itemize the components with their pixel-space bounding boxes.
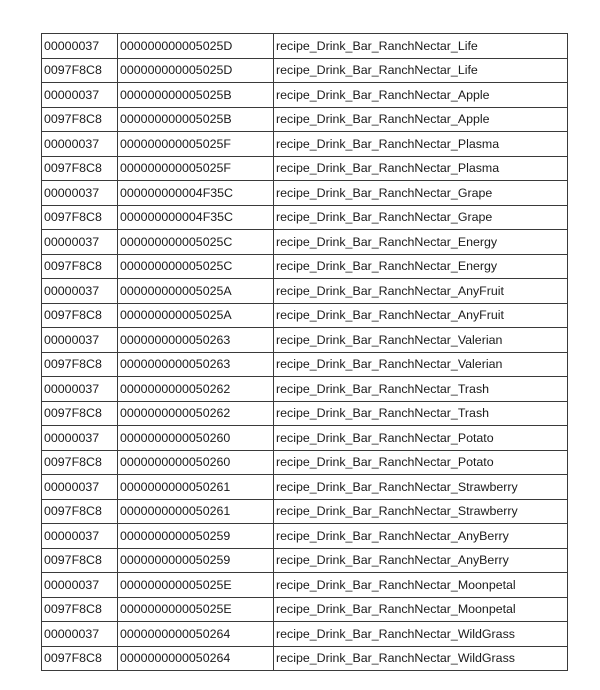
table-row: [42, 34, 568, 59]
editor-id-cell[interactable]: recipe_Drink_Bar_RanchNectar_AnyFruit: [274, 279, 568, 304]
editor-id-cell[interactable]: recipe_Drink_Bar_RanchNectar_Moonpetal: [274, 573, 568, 598]
form-id-cell[interactable]: 0000000000050260: [118, 450, 274, 475]
editor-id-cell[interactable]: recipe_Drink_Bar_RanchNectar_Life: [274, 34, 568, 59]
recipe-table-body: [42, 34, 568, 671]
table-row: [42, 181, 568, 206]
form-id-cell[interactable]: 0000000000050263: [118, 328, 274, 353]
plugin-id-cell[interactable]: 0097F8C8: [42, 352, 118, 377]
plugin-id-cell[interactable]: 0097F8C8: [42, 107, 118, 132]
table-row: [42, 254, 568, 279]
table-row: [42, 548, 568, 573]
form-id-cell[interactable]: 0000000000050260: [118, 426, 274, 451]
table-row: [42, 279, 568, 304]
editor-id-cell[interactable]: recipe_Drink_Bar_RanchNectar_Grape: [274, 205, 568, 230]
form-id-cell[interactable]: 000000000005025E: [118, 597, 274, 622]
form-id-cell[interactable]: 0000000000050261: [118, 475, 274, 500]
editor-id-cell[interactable]: recipe_Drink_Bar_RanchNectar_AnyBerry: [274, 524, 568, 549]
table-row: [42, 499, 568, 524]
editor-id-cell[interactable]: recipe_Drink_Bar_RanchNectar_Trash: [274, 377, 568, 402]
editor-id-cell[interactable]: recipe_Drink_Bar_RanchNectar_AnyFruit: [274, 303, 568, 328]
editor-id-cell[interactable]: recipe_Drink_Bar_RanchNectar_AnyBerry: [274, 548, 568, 573]
editor-id-cell[interactable]: recipe_Drink_Bar_RanchNectar_Valerian: [274, 352, 568, 377]
editor-id-cell[interactable]: recipe_Drink_Bar_RanchNectar_Trash: [274, 401, 568, 426]
form-id-cell[interactable]: 000000000005025B: [118, 107, 274, 132]
form-id-cell[interactable]: 000000000004F35C: [118, 205, 274, 230]
table-row: [42, 450, 568, 475]
table-row: [42, 83, 568, 108]
plugin-id-cell[interactable]: 0097F8C8: [42, 597, 118, 622]
editor-id-cell[interactable]: recipe_Drink_Bar_RanchNectar_Strawberry: [274, 499, 568, 524]
recipe-table: [41, 33, 568, 671]
table-row: [42, 205, 568, 230]
plugin-id-cell[interactable]: 00000037: [42, 426, 118, 451]
plugin-id-cell[interactable]: 00000037: [42, 83, 118, 108]
editor-id-cell[interactable]: recipe_Drink_Bar_RanchNectar_Potato: [274, 450, 568, 475]
form-id-cell[interactable]: 000000000005025E: [118, 573, 274, 598]
table-row: [42, 475, 568, 500]
form-id-cell[interactable]: 000000000005025B: [118, 83, 274, 108]
plugin-id-cell[interactable]: 00000037: [42, 573, 118, 598]
form-id-cell[interactable]: 000000000005025D: [118, 58, 274, 83]
form-id-cell[interactable]: 0000000000050259: [118, 524, 274, 549]
plugin-id-cell[interactable]: 0097F8C8: [42, 499, 118, 524]
form-id-cell[interactable]: 000000000005025F: [118, 156, 274, 181]
table-row: [42, 524, 568, 549]
plugin-id-cell[interactable]: 0097F8C8: [42, 156, 118, 181]
table-row: [42, 646, 568, 671]
editor-id-cell[interactable]: recipe_Drink_Bar_RanchNectar_Moonpetal: [274, 597, 568, 622]
editor-id-cell[interactable]: recipe_Drink_Bar_RanchNectar_Strawberry: [274, 475, 568, 500]
form-id-cell[interactable]: 000000000005025F: [118, 132, 274, 157]
table-row: [42, 132, 568, 157]
form-id-cell[interactable]: 0000000000050263: [118, 352, 274, 377]
table-row: [42, 352, 568, 377]
plugin-id-cell[interactable]: 00000037: [42, 34, 118, 59]
table-row: [42, 377, 568, 402]
table-row: [42, 622, 568, 647]
editor-id-cell[interactable]: recipe_Drink_Bar_RanchNectar_Apple: [274, 83, 568, 108]
editor-id-cell[interactable]: recipe_Drink_Bar_RanchNectar_Plasma: [274, 156, 568, 181]
plugin-id-cell[interactable]: 0097F8C8: [42, 450, 118, 475]
plugin-id-cell[interactable]: 00000037: [42, 524, 118, 549]
plugin-id-cell[interactable]: 00000037: [42, 230, 118, 255]
table-row: [42, 597, 568, 622]
plugin-id-cell[interactable]: 00000037: [42, 377, 118, 402]
plugin-id-cell[interactable]: 0097F8C8: [42, 646, 118, 671]
table-row: [42, 230, 568, 255]
form-id-cell[interactable]: 000000000005025A: [118, 279, 274, 304]
plugin-id-cell[interactable]: 0097F8C8: [42, 254, 118, 279]
form-id-cell[interactable]: 0000000000050262: [118, 377, 274, 402]
editor-id-cell[interactable]: recipe_Drink_Bar_RanchNectar_Energy: [274, 254, 568, 279]
form-id-cell[interactable]: 000000000005025D: [118, 34, 274, 59]
form-id-cell[interactable]: 0000000000050264: [118, 646, 274, 671]
plugin-id-cell[interactable]: 00000037: [42, 622, 118, 647]
editor-id-cell[interactable]: recipe_Drink_Bar_RanchNectar_Life: [274, 58, 568, 83]
form-id-cell[interactable]: 000000000005025A: [118, 303, 274, 328]
form-id-cell[interactable]: 0000000000050264: [118, 622, 274, 647]
table-row: [42, 426, 568, 451]
table-row: [42, 573, 568, 598]
editor-id-cell[interactable]: recipe_Drink_Bar_RanchNectar_WildGrass: [274, 646, 568, 671]
table-row: [42, 303, 568, 328]
editor-id-cell[interactable]: recipe_Drink_Bar_RanchNectar_Plasma: [274, 132, 568, 157]
table-row: [42, 107, 568, 132]
editor-id-cell[interactable]: recipe_Drink_Bar_RanchNectar_Energy: [274, 230, 568, 255]
plugin-id-cell[interactable]: 0097F8C8: [42, 205, 118, 230]
plugin-id-cell[interactable]: 00000037: [42, 475, 118, 500]
plugin-id-cell[interactable]: 0097F8C8: [42, 401, 118, 426]
table-row: [42, 401, 568, 426]
editor-id-cell[interactable]: recipe_Drink_Bar_RanchNectar_WildGrass: [274, 622, 568, 647]
form-id-cell[interactable]: 0000000000050261: [118, 499, 274, 524]
table-row: [42, 58, 568, 83]
editor-id-cell[interactable]: recipe_Drink_Bar_RanchNectar_Apple: [274, 107, 568, 132]
plugin-id-cell[interactable]: 00000037: [42, 132, 118, 157]
form-id-cell[interactable]: 000000000004F35C: [118, 181, 274, 206]
plugin-id-cell[interactable]: 0097F8C8: [42, 548, 118, 573]
editor-id-cell[interactable]: recipe_Drink_Bar_RanchNectar_Potato: [274, 426, 568, 451]
plugin-id-cell[interactable]: 0097F8C8: [42, 303, 118, 328]
editor-id-cell[interactable]: recipe_Drink_Bar_RanchNectar_Valerian: [274, 328, 568, 353]
form-id-cell[interactable]: 000000000005025C: [118, 230, 274, 255]
plugin-id-cell[interactable]: 00000037: [42, 279, 118, 304]
plugin-id-cell[interactable]: 00000037: [42, 328, 118, 353]
table-row: [42, 156, 568, 181]
form-id-cell[interactable]: 000000000005025C: [118, 254, 274, 279]
plugin-id-cell[interactable]: 0097F8C8: [42, 58, 118, 83]
table-row: [42, 328, 568, 353]
form-id-cell[interactable]: 0000000000050262: [118, 401, 274, 426]
form-id-cell[interactable]: 0000000000050259: [118, 548, 274, 573]
plugin-id-cell[interactable]: 00000037: [42, 181, 118, 206]
editor-id-cell[interactable]: recipe_Drink_Bar_RanchNectar_Grape: [274, 181, 568, 206]
